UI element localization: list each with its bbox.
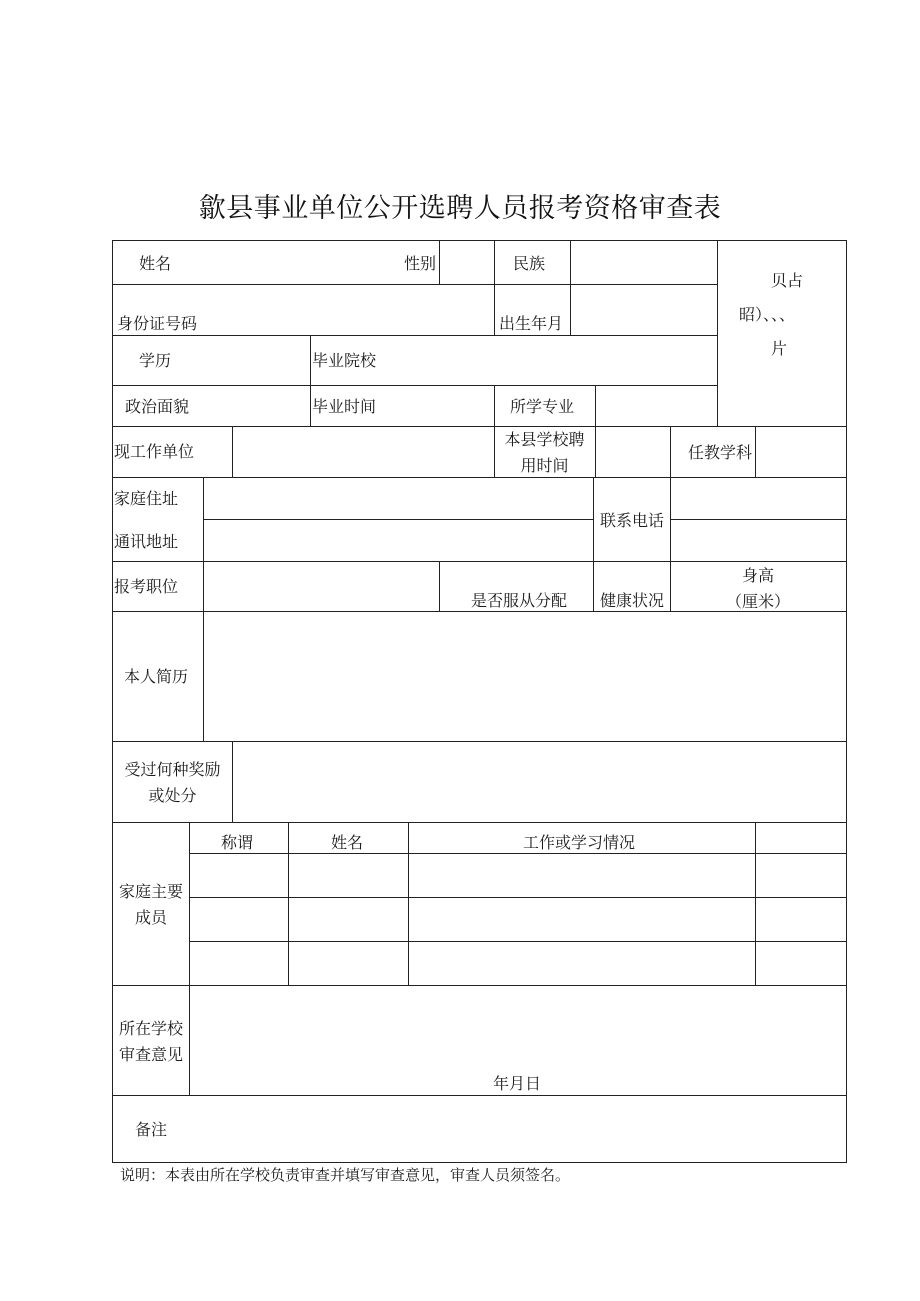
row-divider [203, 519, 593, 520]
col-divider [717, 241, 718, 426]
family-header-work: 工作或学习情况 [523, 833, 636, 852]
col-divider [595, 426, 596, 477]
graduation-time-label: 毕业时间 [312, 397, 377, 416]
form-title: 歙县事业单位公开选聘人员报考资格审查表 [198, 193, 722, 224]
school-opinion-line1: 所在学校 [118, 1019, 183, 1038]
col-divider [494, 385, 495, 426]
row-divider [670, 519, 846, 520]
subject-label: 任教学科 [688, 443, 753, 462]
photo-label-line3: 片 [771, 339, 788, 358]
row-divider [113, 822, 846, 823]
id-number-label: 身份证号码 [117, 314, 198, 333]
name-label: 姓名 [139, 254, 172, 273]
position-label: 报考职位 [114, 577, 179, 596]
school-opinion-label [113, 1016, 189, 1068]
family-line1: 家庭主要 [118, 882, 183, 901]
mail-address-label: 通讯地址 [114, 532, 179, 551]
height-line2: （厘米） [725, 592, 790, 611]
work-unit-label: 现工作单位 [114, 442, 195, 461]
rewards-line1: 受过何种奖励 [124, 760, 221, 779]
major-label: 所学专业 [510, 397, 575, 416]
height-label [703, 563, 813, 615]
row-divider [113, 477, 846, 478]
school-label: 毕业院校 [312, 351, 377, 370]
rewards-line2: 或处分 [148, 786, 197, 805]
photo-label-line1: 贝占 [771, 271, 804, 290]
family-header-name: 姓名 [331, 833, 364, 852]
family-header-relation: 称谓 [221, 833, 254, 852]
ethnicity-label: 民族 [513, 254, 546, 273]
photo-label-line2: 昭）、、、 [739, 305, 796, 324]
row-divider [113, 284, 717, 285]
obey-assignment-label: 是否服从分配 [471, 591, 568, 610]
education-label: 学历 [139, 351, 172, 370]
resume-label: 本人简历 [124, 667, 189, 686]
school-opinion-line2: 审查意见 [118, 1045, 183, 1064]
row-divider [113, 385, 717, 386]
col-divider [288, 822, 289, 985]
col-divider [310, 335, 311, 426]
col-divider [439, 561, 440, 611]
col-divider [232, 426, 233, 477]
family-line2: 成员 [134, 908, 167, 927]
footer-note: 说明：本表由所在学校负责审查并填写审查意见，审查人员须签名。 [120, 1166, 571, 1184]
col-divider [755, 426, 756, 477]
political-status-label: 政治面貌 [125, 397, 190, 416]
col-divider [494, 241, 495, 335]
col-divider [203, 477, 204, 741]
qualification-form-table [112, 240, 847, 1163]
hire-time-line1: 本县学校聘 [504, 430, 585, 449]
row-divider [113, 335, 717, 336]
birth-label: 出生年月 [499, 314, 564, 333]
date-label: 年月日 [493, 1074, 542, 1093]
row-divider [113, 1095, 846, 1096]
hire-time-line2: 用时间 [520, 456, 569, 475]
remarks-label: 备注 [135, 1120, 168, 1139]
col-divider [593, 477, 594, 611]
col-divider [670, 477, 671, 611]
gender-label: 性别 [404, 254, 437, 273]
row-divider [113, 985, 846, 986]
col-divider [439, 241, 440, 284]
row-divider [113, 561, 846, 562]
col-divider [232, 741, 233, 822]
home-address-label: 家庭住址 [114, 489, 179, 508]
col-divider [408, 822, 409, 985]
col-divider [570, 241, 571, 335]
family-label [113, 879, 189, 931]
col-divider [189, 822, 190, 1095]
health-label: 健康状况 [600, 591, 665, 610]
col-divider [755, 822, 756, 985]
hire-time-label [494, 427, 595, 479]
rewards-label [113, 757, 232, 809]
height-line1: 身高 [741, 566, 774, 585]
col-divider [670, 426, 671, 477]
row-divider [113, 741, 846, 742]
col-divider [595, 385, 596, 426]
row-divider [113, 426, 846, 427]
phone-label: 联系电话 [600, 511, 665, 530]
